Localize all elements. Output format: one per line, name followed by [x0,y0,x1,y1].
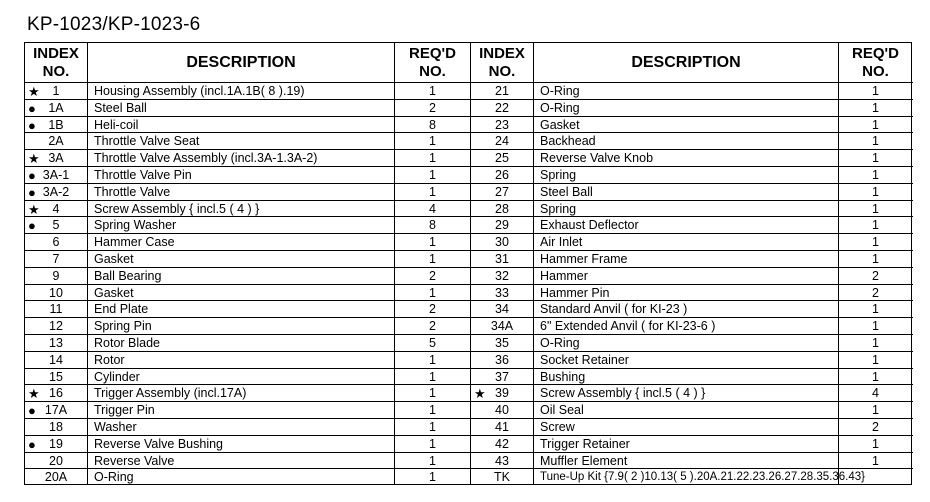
index-cell: 3A-1 [42,167,70,182]
qty-cell: 1 [429,470,436,485]
table-row [471,436,913,453]
description-cell: Air Inlet [540,235,583,250]
qty-cell: 1 [872,117,879,132]
table-row [471,369,913,386]
index-cell: 14 [49,352,63,367]
qty-cell: 1 [429,403,436,418]
table-row [471,133,913,150]
description-cell: Reverse Valve [94,453,175,468]
table-row [25,133,470,150]
table-row [25,469,470,486]
qty-cell: 1 [429,235,436,250]
qty-cell: 1 [872,235,879,250]
description-cell: Muffler Element [540,453,628,468]
qty-cell: 1 [872,184,879,199]
qty-cell: 1 [872,403,879,418]
index-cell: 36 [495,352,509,367]
qty-cell: 1 [429,369,436,384]
index-cell: 25 [495,151,509,166]
description-cell: Throttle Valve Assembly (incl.3A-1.3A-2) [94,151,318,166]
index-cell: 41 [495,419,509,434]
table-row [471,117,913,134]
index-cell: 9 [52,268,60,283]
parts-table-left [25,43,470,484]
index-cell: 10 [49,285,63,300]
index-cell: 21 [495,84,509,98]
table-row [471,352,913,369]
table-row [471,251,913,268]
star-icon: ★ [474,386,486,402]
qty-cell: 1 [429,134,436,149]
qty-cell: 1 [429,352,436,367]
header-reqd-line1: REQ'D [409,44,456,62]
header-index-line2: NO. [488,62,516,80]
index-cell: 1B [48,117,64,132]
bullet-icon: ● [28,436,36,452]
index-cell: 2A [48,134,64,149]
qty-cell: 2 [429,268,436,283]
index-cell: 22 [495,100,509,115]
description-cell: O-Ring [540,84,580,98]
table-row [25,385,470,402]
table-row [471,453,913,470]
table-row [25,217,470,234]
description-cell: Steel Ball [540,184,593,199]
qty-cell: 1 [872,335,879,350]
description-cell: Screw Assembly { incl.5 ( 4 ) } [540,386,706,401]
description-cell: Socket Retainer [540,352,629,367]
table-row [471,100,913,117]
qty-cell: 2 [872,268,879,283]
index-cell: 26 [495,167,509,182]
index-cell: 43 [495,453,509,468]
description-cell: Hammer Case [94,235,175,250]
qty-cell: 1 [872,201,879,216]
table-row [25,100,470,117]
description-cell: Spring [540,201,577,216]
qty-cell: 2 [872,419,879,434]
index-cell: 31 [495,251,509,266]
header-index [471,43,533,82]
description-cell: Gasket [94,285,134,300]
index-cell: 20 [49,453,63,468]
table-row [25,301,470,318]
table-row [471,285,913,302]
qty-cell: 1 [872,151,879,166]
header-reqd [839,43,912,82]
table-row [25,352,470,369]
description-cell: Trigger Assembly (incl.17A) [94,386,247,401]
table-row [25,268,470,285]
index-cell: 16 [49,386,63,401]
description-cell: Ball Bearing [94,268,162,283]
table-row [25,184,470,201]
description-cell: Rotor [94,352,125,367]
index-cell: 23 [495,117,509,132]
table-row [471,184,913,201]
index-cell: 12 [49,319,63,334]
index-cell: 20A [44,470,68,485]
description-cell: Throttle Valve [94,184,171,199]
description-cell: Hammer Frame [540,251,628,266]
header-reqd-line1: REQ'D [852,44,899,62]
qty-cell: 2 [429,100,436,115]
table-row [471,167,913,184]
qty-cell: 2 [872,285,879,300]
description-cell: Exhaust Deflector [540,218,639,233]
qty-cell: 1 [429,84,436,98]
index-cell: 15 [49,369,63,384]
table-row [471,318,913,335]
index-cell: 13 [49,335,63,350]
description-cell: Housing Assembly (incl.1A.1B( 8 ).19) [94,84,305,98]
header-reqd-line2: NO. [862,62,889,80]
description-cell: Steel Ball [94,100,147,115]
description-cell: Gasket [94,251,134,266]
description-cell: Standard Anvil ( for KI-23 ) [540,302,688,317]
star-icon: ★ [28,386,40,402]
header-reqd-line2: NO. [419,62,446,80]
index-cell: 1 [52,84,60,98]
qty-cell: 1 [872,134,879,149]
description-cell: Hammer Pin [540,285,610,300]
description-cell: Screw [540,419,575,434]
parts-table-right [470,43,913,484]
table-row [471,150,913,167]
description-cell: Bushing [540,369,586,384]
bullet-icon: ● [28,167,36,183]
description-cell: Reverse Valve Bushing [94,436,224,451]
bullet-icon: ● [28,117,36,133]
description-cell: Gasket [540,117,580,132]
qty-cell: 1 [872,218,879,233]
page-title: KP-1023/KP-1023-6 [27,14,201,35]
index-cell: 6 [52,235,60,250]
parts-table [24,42,912,485]
qty-cell: 1 [429,184,436,199]
description-cell: O-Ring [540,100,580,115]
qty-cell: 8 [429,218,436,233]
description-cell: Hammer [540,268,588,283]
index-cell: 40 [495,403,509,418]
description-cell: Spring Pin [94,319,152,334]
index-cell: 34 [495,302,509,317]
table-row [471,469,913,486]
qty-cell: 1 [429,285,436,300]
table-row [471,268,913,285]
index-cell: 28 [495,201,509,216]
qty-cell: 1 [429,251,436,266]
qty-cell: 1 [429,453,436,468]
table-row [25,167,470,184]
qty-cell: 1 [872,436,879,451]
header-index [25,43,87,82]
index-cell: 3A-2 [42,184,70,199]
index-cell: 18 [49,419,63,434]
index-cell: 32 [495,268,509,283]
index-cell: 39 [495,386,509,401]
description-cell: Heli-coil [94,117,139,132]
index-cell: 3A [48,151,64,166]
star-icon: ★ [28,151,40,167]
description-cell: Throttle Valve Pin [94,167,192,182]
description-cell: End Plate [94,302,149,317]
table-row [471,217,913,234]
qty-cell: 4 [872,386,879,401]
table-row [25,369,470,386]
table-header [471,43,913,83]
table-header [25,43,470,83]
table-row [25,419,470,436]
table-row [471,234,913,251]
table-body-right [471,83,913,486]
index-cell: 35 [495,335,509,350]
description-cell: Spring [540,167,577,182]
description-cell: Reverse Valve Knob [540,151,654,166]
table-row [471,335,913,352]
star-icon: ★ [28,201,40,217]
index-cell: 17A [44,403,68,418]
index-cell: 4 [52,201,60,216]
table-body-left [25,83,470,486]
index-cell: 33 [495,285,509,300]
description-cell: Spring Washer [94,218,177,233]
qty-cell: 1 [872,251,879,266]
index-cell: 24 [495,134,509,149]
qty-cell: 1 [429,436,436,451]
bullet-icon: ● [28,403,36,419]
qty-cell: 1 [872,352,879,367]
index-cell: 34A [490,319,514,334]
qty-cell [839,469,912,485]
table-row [25,251,470,268]
header-index-line2: NO. [42,62,70,80]
bullet-icon: ● [28,184,36,200]
table-row [471,301,913,318]
qty-cell: 1 [872,453,879,468]
bullet-icon: ● [28,100,36,116]
description-cell: Rotor Blade [94,335,161,350]
index-cell: 11 [49,302,63,317]
index-cell: 37 [495,369,509,384]
table-row [25,318,470,335]
table-row [25,453,470,470]
table-row [25,117,470,134]
index-cell: 27 [495,184,509,199]
description-cell: Backhead [540,134,596,149]
table-row [25,335,470,352]
bullet-icon: ● [28,218,36,234]
index-cell: 5 [52,218,60,233]
qty-cell: 1 [872,302,879,317]
description-cell: O-Ring [540,335,580,350]
table-row [471,402,913,419]
description-cell: 6" Extended Anvil ( for KI-23-6 ) [540,319,716,334]
qty-cell: 1 [872,84,879,98]
description-cell: Tune-Up Kit {7.9( 2 )10.13( 5 ).20A.21.22.23.26.27.28.35.36.43} [540,471,865,484]
qty-cell: 2 [429,319,436,334]
qty-cell: 1 [429,419,436,434]
header-description: DESCRIPTION [186,53,296,71]
table-row [25,436,470,453]
qty-cell: 1 [429,386,436,401]
qty-cell: 4 [429,201,436,216]
table-row [471,201,913,218]
table-row [25,150,470,167]
header-index-line1: INDEX [479,44,525,62]
header-description: DESCRIPTION [631,53,741,71]
qty-cell: 1 [429,151,436,166]
table-row [471,419,913,436]
header-reqd [395,43,470,82]
qty-cell: 1 [872,167,879,182]
description-cell: Trigger Pin [94,403,155,418]
index-cell: 29 [495,218,509,233]
qty-cell: 1 [872,319,879,334]
header-index-line1: INDEX [33,44,79,62]
table-row [25,201,470,218]
index-cell: 30 [495,235,509,250]
table-row [471,83,913,100]
index-cell: 19 [49,436,63,451]
qty-cell: 5 [429,335,436,350]
index-cell: TK [494,470,510,485]
table-row [25,285,470,302]
table-row [25,402,470,419]
description-cell: Oil Seal [540,403,584,418]
description-cell: Trigger Retainer [540,436,630,451]
description-cell: Washer [94,419,137,434]
description-cell: O-Ring [94,470,134,485]
table-row [25,234,470,251]
index-cell: 1A [48,100,64,115]
index-cell: 42 [495,436,509,451]
star-icon: ★ [28,84,40,99]
description-cell: Cylinder [94,369,140,384]
table-row [25,83,470,100]
qty-cell: 8 [429,117,436,132]
qty-cell: 2 [429,302,436,317]
qty-cell: 1 [429,167,436,182]
index-cell: 7 [52,251,60,266]
qty-cell: 1 [872,369,879,384]
description-cell: Screw Assembly { incl.5 ( 4 ) } [94,201,260,216]
description-cell: Throttle Valve Seat [94,134,200,149]
table-row [471,385,913,402]
qty-cell: 1 [872,100,879,115]
